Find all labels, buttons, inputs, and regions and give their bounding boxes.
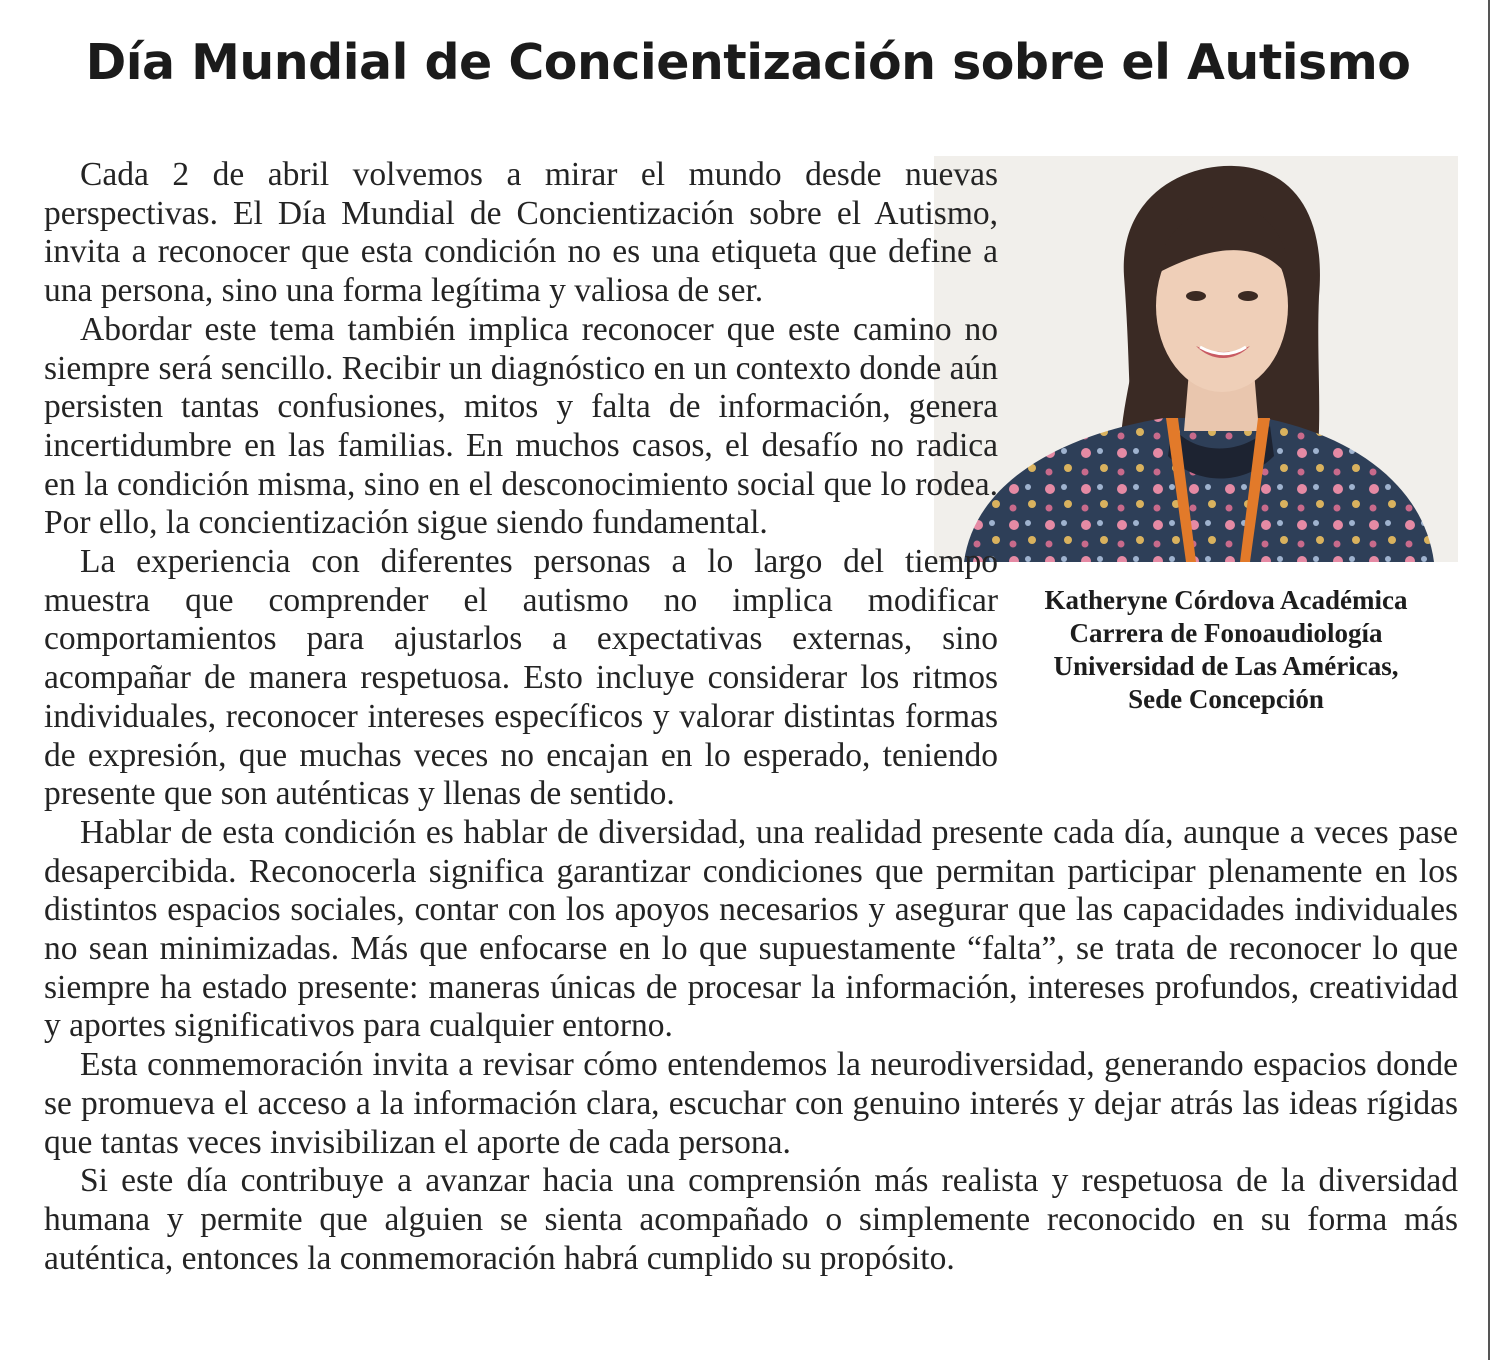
caption-campus-line: Sede Concepción <box>1128 684 1324 714</box>
column-rule <box>1488 0 1490 1360</box>
caption-program-line: Carrera de Fonoaudiología <box>1069 618 1383 648</box>
article-paragraph: Esta conmemoración invita a revisar cómo entendemos la neurodiversidad, generando espacios donde se promueva el acceso a la información clara, escuchar con genuino interés y dejar atrás las ideas rígidas que tantas veces invisibilizan el aporte de cada persona. <box>44 1046 1458 1161</box>
article-paragraph: Hablar de esta condición es hablar de diversidad, una realidad presente cada día, aunque a veces pase desapercibida. Reconocerla significa garantizar condiciones que permitan participar plenamente en los distintos espacios sociales, contar con los apoyos necesarios y asegurar que las capacidades individuales no sean minimizadas. Más que enfocarse en lo que supuestamente “falta”, se trata de reconocer lo que siempre ha estado presente: maneras únicas de procesar la información, intereses profundos, creatividad y aportes significativos para cualquier entorno. <box>44 813 1458 1045</box>
article-paragraph: Cada 2 de abril volvemos a mirar el mundo desde nuevas perspectivas. El Día Mundial de Concientización sobre el Autismo, invita a reconocer que esta condición no es una etiqueta que define a una persona, sino una forma legítima y valiosa de ser. <box>44 156 998 310</box>
article-paragraph: Abordar este tema también implica reconocer que este camino no siempre será sencillo. Recibir un diagnóstico en un contexto donde aún persisten tantas confusiones, mitos y falta de información, genera incertidumbre en las familias. En muchos casos, el desafío no radica en la condición misma, sino en el desconocimiento social que lo rodea. Por ello, la concientización sigue siendo fundamental. <box>44 310 998 542</box>
photo-float-spacer <box>998 156 1458 742</box>
article-paragraph: La experiencia con diferentes personas a lo largo del tiempo muestra que comprender el autismo no implica modificar comportamientos para ajustarlos a expectativas externas, sino acompañar de manera respetuosa. Esto incluye considerar los ritmos individuales, reconocer intereses específicos y valorar distintas formas de expresión, que muchas veces no encajan en lo esperado, teniendo presente que son auténticas y llenas de sentido. <box>44 543 998 813</box>
caption-university-line: Universidad de Las Américas, <box>1053 651 1399 681</box>
article-headline: Día Mundial de Concientización sobre el Autismo <box>85 34 1411 91</box>
article-body <box>44 156 1458 1278</box>
article-paragraph: Si este día contribuye a avanzar hacia una comprensión más realista y respetuosa de la diversidad humana y permite que alguien se sienta acompañado o simplemente reconocido en su forma más auténtica, entonces la conmemoración habrá cumplido su propósito. <box>44 1162 1458 1277</box>
caption-author-line: Katheryne Córdova Académica <box>1044 585 1408 615</box>
